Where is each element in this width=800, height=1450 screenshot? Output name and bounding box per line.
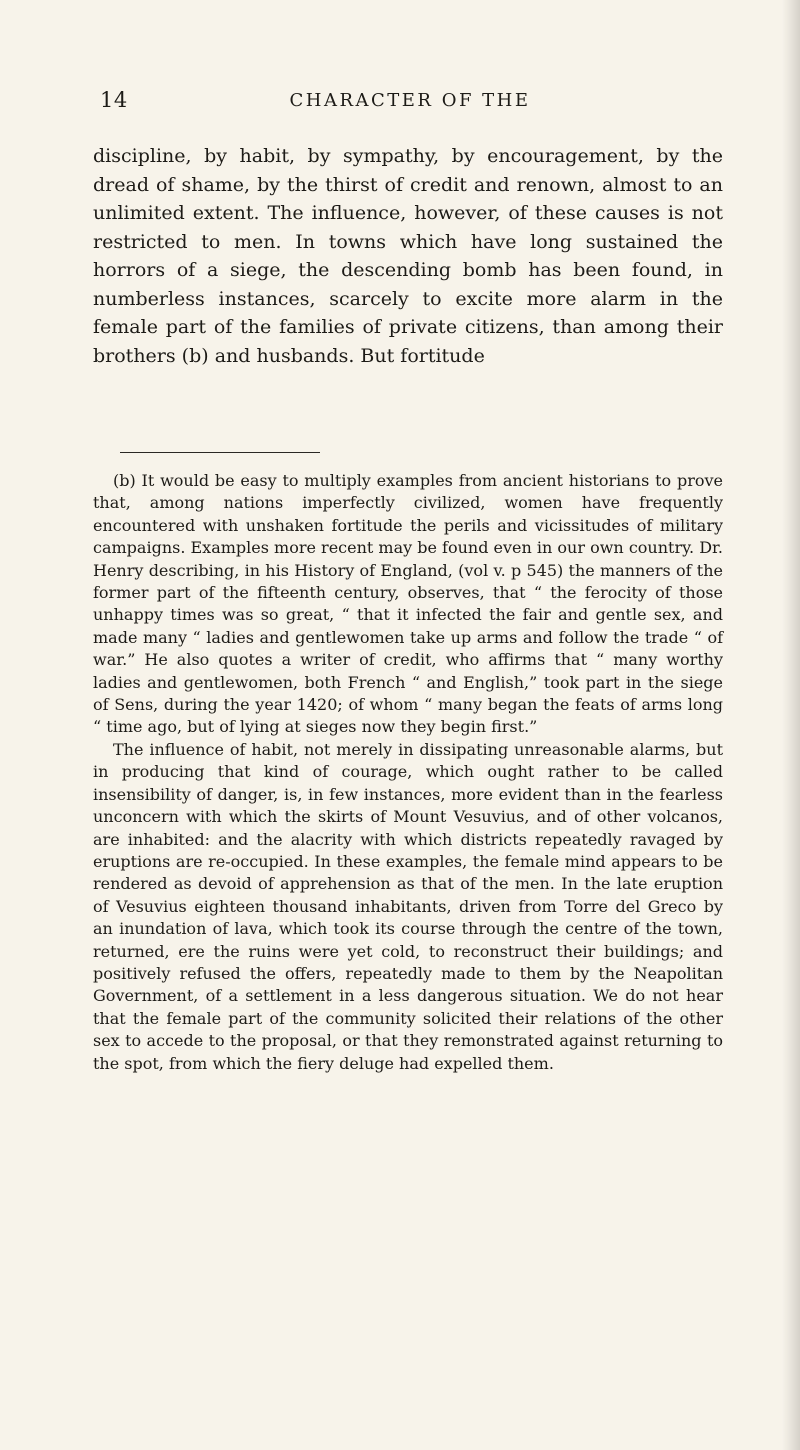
footnote-divider bbox=[120, 452, 320, 453]
footnote-paragraph-2: The influence of habit, not merely in dissipating unreasonable alarms, but in producing that kind of courage, which ought rather to be called insensibility of danger, is, in few instances, more evident than in the fearless unconcern with which the skirts of Mount Vesuvius, and of other volcanos, are inhabited: and the alacrity with which districts repeatedly ravaged by eruptions are re-occupied. In these examples, the female mind appears to be rendered as devoid of apprehension as that of the men. In the late eruption of Vesuvius eighteen thousand inhabitants, driven from Torre del Greco by an inundation of lava, which took its course through the centre of the town, returned, ere the ruins were yet cold, to reconstruct their buildings; and positively refused the offers, repeatedly made to them by the Neapolitan Government, of a settlement in a less dangerous situation. We do not hear that the female part of the community solicited their relations of the other sex to accede to the proposal, or that they remonstrated against returning to the spot, from which the fiery deluge had expelled them. bbox=[93, 739, 723, 1073]
footnote bbox=[93, 470, 723, 1075]
footnote-paragraph-1: (b) It would be easy to multiply examples from ancient historians to prove that, among nations imperfectly civilized, women have frequently encountered with unshaken fortitude the perils and vicissitudes of military campaigns. Examples more recent may be found even in our own country. Dr. Henry describing, in his History of England, (vol v. p 545) the manners of the former part of the fifteenth century, observes, that “ the ferocity of those unhappy times was so great, “ that it infected the fair and gentle sex, and made many “ ladies and gentlewomen take up arms and follow the trade “ of war.” He also quotes a writer of credit, who affirms that “ many worthy ladies and gentlewomen, both French “ and English,” took part in the siege of Sens, during the year 1420; of whom “ many began the feats of arms long “ time ago, but of lying at sieges now they begin first.” bbox=[93, 471, 723, 737]
body-paragraph: discipline, by habit, by sympathy, by encouragement, by the dread of shame, by the thirst of credit and renown, almost to an unlimited extent. The influence, however, of these causes is not restricted to men. In towns which have long sustained the horrors of a siege, the descending bomb has been found, in numberless instances, scarcely to excite more alarm in the female part of the families of private citizens, than among their brothers (b) and husbands. But fortitude bbox=[93, 145, 723, 367]
page-number: 14 bbox=[100, 88, 128, 112]
page-edge-shadow bbox=[782, 0, 800, 1450]
page-header bbox=[100, 88, 720, 118]
running-head: CHARACTER OF THE bbox=[289, 90, 531, 111]
